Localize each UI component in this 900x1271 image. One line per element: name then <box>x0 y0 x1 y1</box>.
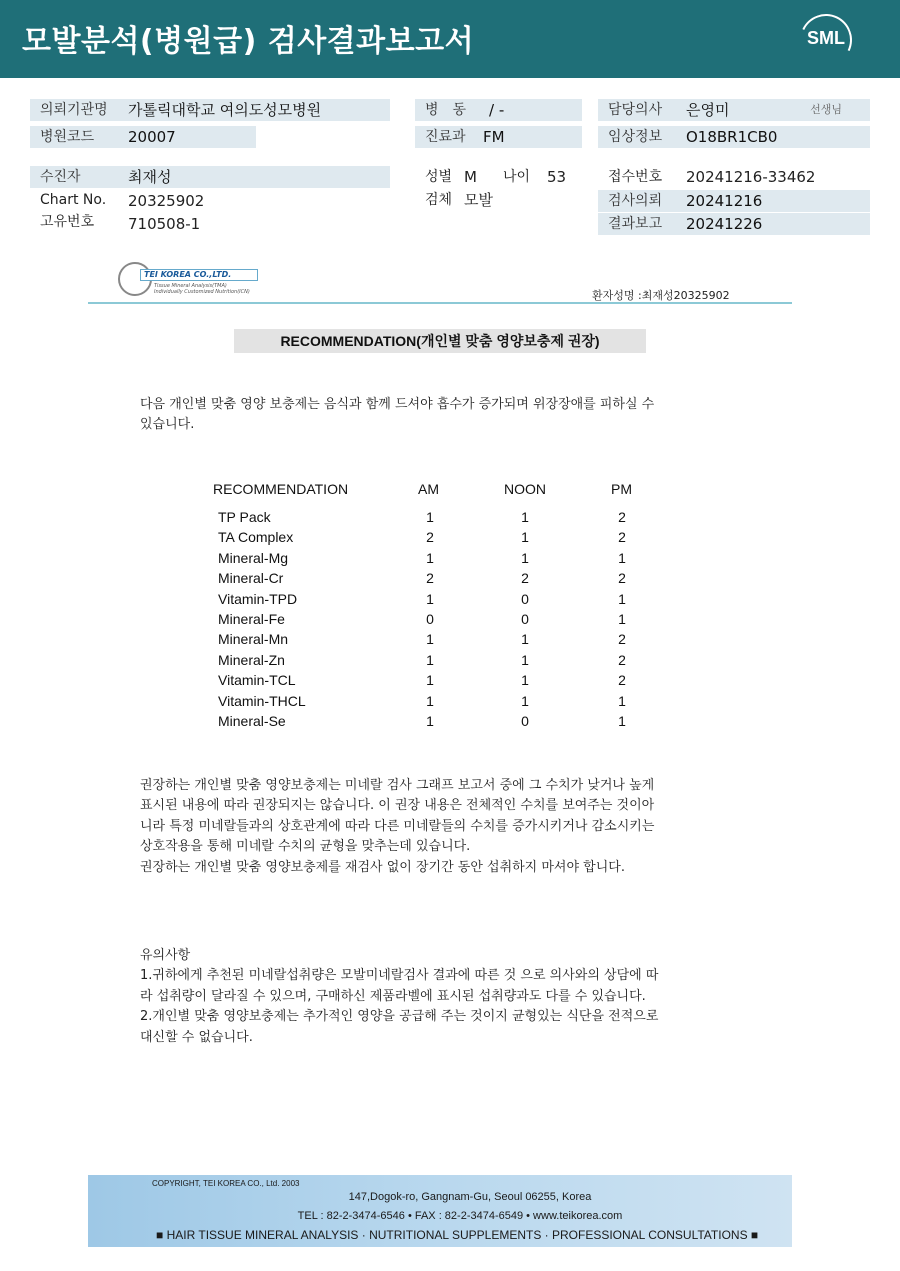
pm-dose: 1 <box>618 590 626 607</box>
clinical-info-field <box>598 126 870 148</box>
pm-dose: 2 <box>618 672 626 689</box>
pm-dose: 2 <box>618 570 626 587</box>
noon-dose: 0 <box>521 712 529 729</box>
department-value: FM <box>483 128 505 146</box>
sex-label: 성별 <box>425 169 453 185</box>
patient-name-line: 환자성명 :최재성20325902 <box>592 289 730 302</box>
supplement-name: TA Complex <box>218 529 294 546</box>
am-dose: 2 <box>426 570 434 587</box>
am-dose: 1 <box>426 549 434 566</box>
tei-logo-subtitle-1: Tissue Mineral Analysis(TMA) <box>154 283 227 289</box>
pm-dose: 2 <box>618 509 626 525</box>
footer-address: 147,Dogok-ro, Gangnam-Gu, Seoul 06255, Korea <box>348 1191 592 1203</box>
caution-line: 라 섭취량이 달라질 수 있으며, 구매하신 제품라벨에 표시된 섭취량과도 다를 수 있습니다. <box>140 988 646 1004</box>
hospital-code-field <box>30 126 256 148</box>
chart-no-value: 20325902 <box>128 192 205 210</box>
supplement-name: TP Pack <box>218 509 271 525</box>
receipt-no-label: 접수번호 <box>608 169 663 185</box>
note-line: 권장하는 개인별 맞춤 영양보충제는 미네랄 검사 그래프 보고서 중에 그 수치가 낮거나 높게 <box>140 778 655 793</box>
noon-dose: 1 <box>521 529 529 546</box>
am-dose: 1 <box>426 712 434 729</box>
table-row <box>0 711 900 731</box>
department-label: 진료과 <box>425 129 466 145</box>
pm-dose: 2 <box>618 651 626 668</box>
doctor-suffix: 선생님 <box>810 103 842 116</box>
request-date-value: 20241216 <box>686 192 763 210</box>
request-date-field <box>598 190 870 212</box>
caution-line: 2.개인별 맞춤 영양보충제는 추가적인 영양을 공급해 주는 것이지 균형있는 식단을 전적으로 <box>140 1009 659 1025</box>
col-header-am: AM <box>418 481 439 497</box>
tei-logo-tag: TEI KOREA CO.,LTD. <box>140 269 258 281</box>
supplement-name: Mineral-Mg <box>218 549 289 566</box>
specimen-value: 모발 <box>464 191 493 209</box>
pm-dose: 1 <box>618 712 626 729</box>
tei-korea-logo <box>118 260 248 298</box>
caution-line: 대신할 수 없습니다. <box>140 1029 253 1045</box>
footer-copyright: COPYRIGHT, TEI KOREA CO., Ltd. 2003 <box>152 1179 300 1188</box>
table-row <box>0 568 900 588</box>
pm-dose: 1 <box>618 610 626 627</box>
recommendation-table <box>0 507 900 731</box>
col-header-noon: NOON <box>504 481 546 497</box>
table-row <box>0 548 900 568</box>
report-title: 모발분석(병원급) 검사결과보고서 <box>22 24 475 59</box>
ward-label: 병 동 <box>425 102 467 118</box>
col-header-recommendation: RECOMMENDATION <box>213 481 349 497</box>
doctor-field <box>598 99 870 121</box>
age-value: 53 <box>547 168 567 186</box>
table-row <box>0 507 900 527</box>
report-date-field <box>598 213 870 235</box>
notes-paragraph <box>140 776 654 878</box>
logo-text: SML <box>807 28 845 48</box>
noon-dose: 1 <box>521 672 529 689</box>
noon-dose: 1 <box>521 631 529 648</box>
examinee-label: 수진자 <box>40 169 81 185</box>
sex-value: M <box>464 168 477 186</box>
tei-logo-subtitle-2: Individually Customized Nutrition(ICN) <box>154 289 250 295</box>
supplement-name: Mineral-Se <box>218 712 286 729</box>
sml-logo <box>800 14 852 66</box>
recommendation-title: RECOMMENDATION(개인별 맞춤 영양보충제 권장) <box>234 329 646 353</box>
table-row <box>0 609 900 629</box>
noon-dose: 0 <box>521 590 529 607</box>
document-footer <box>88 1175 792 1247</box>
clinical-info-label: 임상정보 <box>608 129 663 145</box>
request-date-label: 검사의뢰 <box>608 193 663 209</box>
table-row <box>0 527 900 547</box>
intro-line: 있습니다. <box>140 417 195 433</box>
pm-dose: 2 <box>618 529 626 546</box>
footer-contact: TEL : 82-2-3474-6546 • FAX : 82-2-3474-6549 • www.teikorea.com <box>297 1210 623 1222</box>
doctor-value: 은영미 <box>686 101 730 119</box>
chart-no-label: Chart No. <box>40 192 107 208</box>
supplement-name: Mineral-Cr <box>218 570 284 587</box>
supplement-name: Vitamin-TPD <box>218 590 298 607</box>
supplement-name: Mineral-Fe <box>218 610 285 627</box>
supplement-name: Mineral-Mn <box>218 631 289 648</box>
am-dose: 1 <box>426 651 434 668</box>
am-dose: 0 <box>426 610 434 627</box>
pm-dose: 2 <box>618 631 626 648</box>
department-field <box>415 126 582 148</box>
age-label: 나이 <box>503 169 531 185</box>
caution-title: 유의사항 <box>140 948 191 963</box>
unique-no-value: 710508-1 <box>128 215 201 233</box>
table-row <box>0 589 900 609</box>
am-dose: 1 <box>426 631 434 648</box>
note-line: 니라 특정 미네랄들과의 상호관계에 따라 다른 미네랄들의 수치를 증가시키거나 감소시키는 <box>140 818 655 834</box>
hospital-code-label: 병원코드 <box>40 129 95 145</box>
institution-value: 가톨릭대학교 여의도성모병원 <box>128 101 322 119</box>
specimen-label: 검체 <box>425 192 453 208</box>
noon-dose: 0 <box>521 610 529 627</box>
ward-value: / - <box>489 101 505 119</box>
pm-dose: 1 <box>618 549 626 566</box>
caution-section <box>140 946 658 1048</box>
doctor-label: 담당의사 <box>608 102 663 118</box>
table-row <box>0 670 900 690</box>
col-header-pm: PM <box>611 481 632 497</box>
caution-line: 1.귀하에게 추천된 미네랄섭취량은 모발미네랄검사 결과에 따른 것 으로 의사와의 상담에 따 <box>140 968 659 984</box>
noon-dose: 1 <box>521 509 529 525</box>
examinee-value: 최재성 <box>128 168 172 186</box>
report-header <box>0 0 900 78</box>
noon-dose: 1 <box>521 692 529 709</box>
report-date-label: 결과보고 <box>608 216 663 232</box>
note-line: 상호작용을 통해 미네랄 수치의 균형을 맞추는데 있습니다. <box>140 839 471 855</box>
report-date-value: 20241226 <box>686 215 763 233</box>
am-dose: 1 <box>426 692 434 709</box>
institution-label: 의뢰기관명 <box>40 102 108 118</box>
supplement-name: Vitamin-THCL <box>218 692 306 709</box>
table-row <box>0 650 900 670</box>
intro-line: 다음 개인별 맞춤 영양 보충제는 음식과 함께 드셔야 흡수가 증가되며 위장장애를 피하실 수 <box>140 397 655 412</box>
pm-dose: 1 <box>618 692 626 709</box>
am-dose: 1 <box>426 509 434 525</box>
supplement-name: Mineral-Zn <box>218 651 285 668</box>
am-dose: 1 <box>426 672 434 689</box>
footer-services: ■ HAIR TISSUE MINERAL ANALYSIS · NUTRITIONAL SUPPLEMENTS · PROFESSIONAL CONSULTATIONS ■ <box>156 1228 759 1242</box>
am-dose: 2 <box>426 529 434 546</box>
examinee-field <box>30 166 390 188</box>
intro-paragraph <box>140 395 654 436</box>
table-row <box>0 691 900 711</box>
noon-dose: 1 <box>521 651 529 668</box>
noon-dose: 1 <box>521 549 529 566</box>
clinical-info-value: O18BR1CB0 <box>686 128 778 146</box>
note-line: 권장하는 개인별 맞춤 영양보충제를 재검사 없이 장기간 동안 섭취하지 마셔야 합니다. <box>140 859 625 875</box>
table-row <box>0 629 900 649</box>
noon-dose: 2 <box>521 570 529 587</box>
supplement-name: Vitamin-TCL <box>218 672 296 689</box>
institution-field <box>30 99 390 121</box>
unique-no-label: 고유번호 <box>40 214 95 230</box>
header-divider <box>88 302 792 304</box>
hospital-code-value: 20007 <box>128 128 176 146</box>
note-line: 표시된 내용에 따라 권장되지는 않습니다. 이 권장 내용은 전체적인 수치를 보여주는 것이아 <box>140 798 655 814</box>
ward-field <box>415 99 582 121</box>
receipt-no-value: 20241216-33462 <box>686 168 816 186</box>
am-dose: 1 <box>426 590 434 607</box>
